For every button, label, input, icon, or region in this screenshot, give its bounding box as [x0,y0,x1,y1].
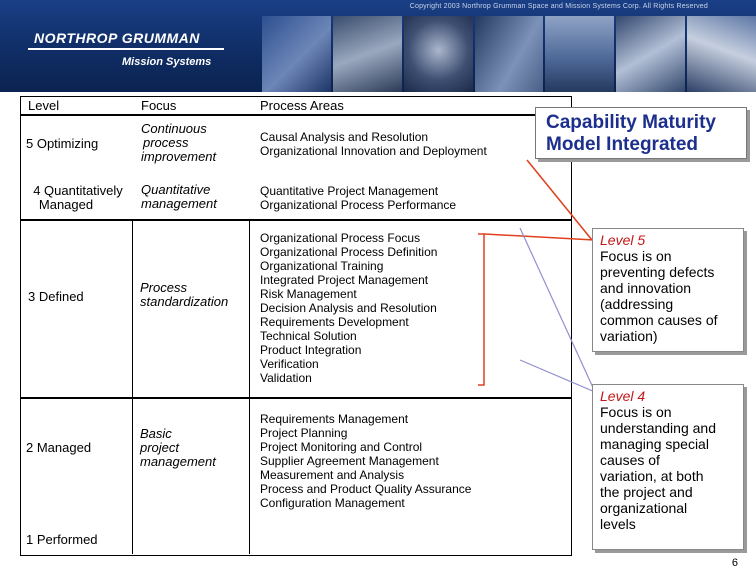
level-4-connector [520,228,595,392]
level-3-process-areas: Organizational Process Focus Organizational Process Definition Organizational Training Integrated Project Management Risk Management Decision Analysis and Resolution Requirements Development Technical Solution Product Integration Verification Validation [260,231,438,385]
level-5-callout-title: Level 5 [600,232,646,248]
level-4-connector-lower [520,360,595,392]
column-header-process-areas: Process Areas [260,98,344,113]
level-5-focus: Continuous process improvement [141,121,217,164]
level-2-process-areas: Requirements Management Project Planning Project Monitoring and Control Supplier Agreement Management Measurement and Analysis Process and Product Quality Assurance Configuration Management [260,412,472,510]
level-2-label: 2 Managed [26,440,92,455]
level-4-callout-title: Level 4 [600,388,646,404]
page-number: 6 [731,557,738,569]
division-logo: Mission Systems [122,56,212,68]
copyright-notice: Copyright 2003 Northrop Grumman Space and Mission Systems Corp. All Rights Reserved [409,3,708,10]
level-3-bracket [478,234,484,385]
level-4-callout-text: Focus is on understanding and managing special causes of variation, at both the project and organizational levels [600,404,716,532]
level-5-callout-content [600,232,718,344]
level-5-label: 5 Optimizing [26,136,99,151]
level-2-focus: Basic project management [140,426,216,469]
level-5-connector [527,160,592,240]
level-1-label: 1 Performed [26,533,101,547]
level-4-process-areas: Quantitative Project Management Organizational Process Performance [260,184,457,212]
column-header-level: Level [28,98,60,113]
column-header-focus: Focus [141,98,177,113]
level-4-callout-content [600,388,716,532]
level-4-focus: Quantitative management [141,182,217,211]
cmmi-title: Capability Maturity Model Integrated [546,112,716,155]
level-5-process-areas: Causal Analysis and Resolution Organizational Innovation and Deployment [260,130,487,158]
level-3-focus: Process standardization [140,280,229,309]
level-4-label: 4 Quantitatively Managed [33,183,123,212]
level-3-label: 3 Defined [28,289,84,304]
level-5-callout-text: Focus is on preventing defects and innovation (addressing common causes of variation) [600,248,718,344]
level-3-connector [484,234,594,240]
company-logo: NORTHROP GRUMMAN [34,30,200,46]
